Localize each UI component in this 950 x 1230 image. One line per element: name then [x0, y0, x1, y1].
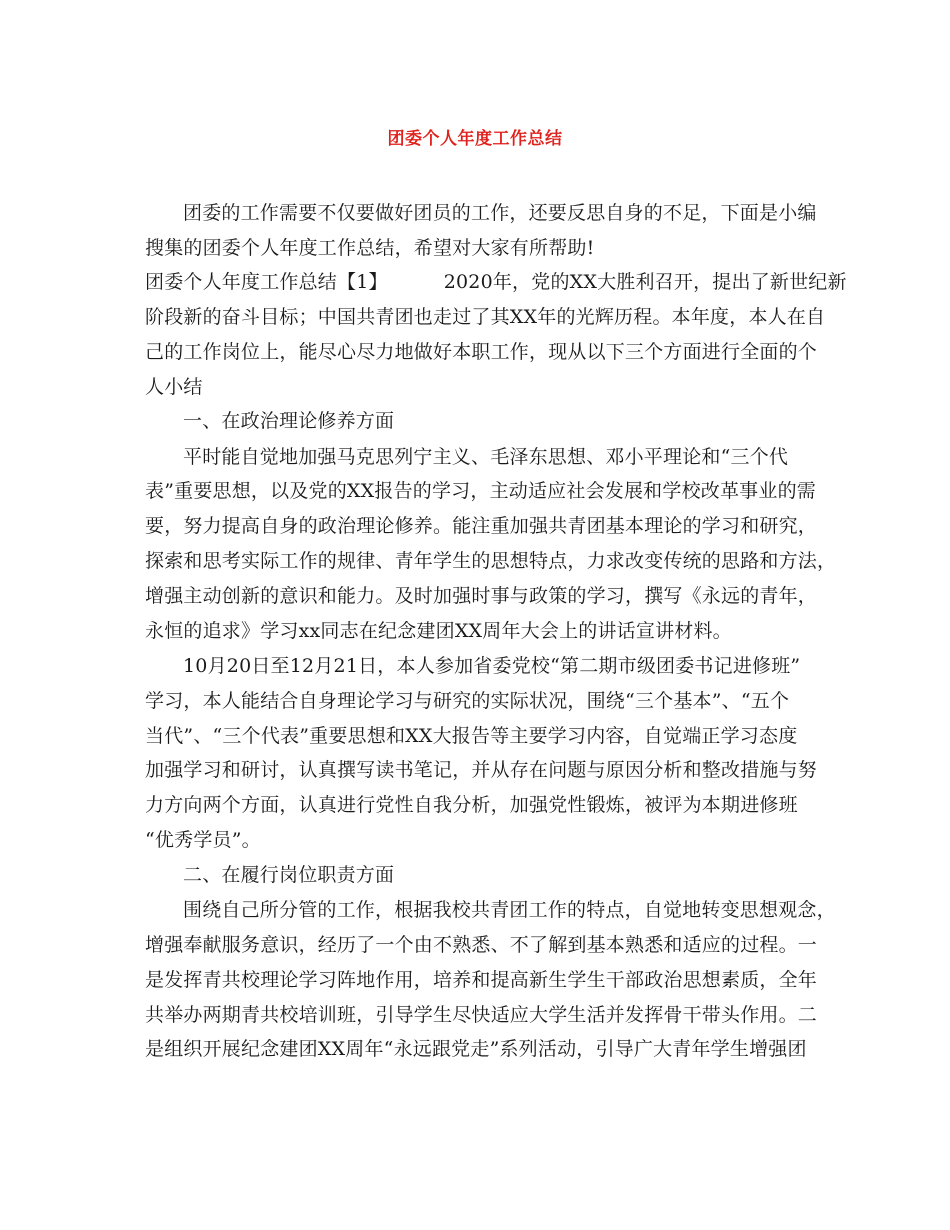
paragraph-line: 探索和思考实际工作的规律、青年学生的思想特点，力求改变传统的思路和方法，: [145, 550, 837, 572]
paragraph-line: 平时能自觉地加强马克思列宁主义、毛泽东思想、邓小平理论和“三个代: [183, 446, 789, 468]
paragraph-line: 共举办两期青共校培训班，引导学生尽快适应大学生活并发挥骨干带头作用。二: [145, 1004, 818, 1026]
paragraph-line: 围绕自己所分管的工作，根据我校共青团工作的特点，自觉地转变思想观念，: [183, 899, 836, 921]
paragraph-line: 10月20日至12月21日，本人参加省委党校“第二期市级团委书记进修班”: [183, 655, 801, 677]
paragraph-line: 力方向两个方面，认真进行党性自我分析，加强党性锻炼，被评为本期进修班: [145, 794, 798, 816]
paragraph-line: [145, 267, 847, 294]
paragraph-line: 人小结: [145, 376, 203, 398]
paragraph-line: 团委的工作需要不仅要做好团员的工作，还要反思自身的不足，下面是小编: [183, 202, 817, 224]
section-heading-1: 团委个人年度工作总结【1】: [145, 271, 388, 293]
paragraph-line: 加强学习和研讨，认真撰写读书笔记，并从存在问题与原因分析和整改措施与努: [145, 759, 818, 781]
paragraph-line: 阶段新的奋斗目标；中国共青团也走过了其XX年的光辉历程。本年度，本人在自: [145, 306, 826, 328]
paragraph-line: 是组织开展纪念建团XX周年“永远跟党走”系列活动，引导广大青年学生增强团: [145, 1038, 807, 1060]
section-heading: 一、在政治理论修养方面: [183, 410, 395, 432]
paragraph-line: “优秀学员”。: [145, 829, 261, 851]
paragraph-line: 搜集的团委个人年度工作总结，希望对大家有所帮助!: [145, 237, 595, 259]
paragraph-line: 要，努力提高自身的政治理论修养。能注重加强共青团基本理论的学习和研究，: [145, 515, 818, 537]
paragraph-line: 己的工作岗位上，能尽心尽力地做好本职工作，现从以下三个方面进行全面的个: [145, 341, 818, 363]
paragraph-line: 增强主动创新的意识和能力。及时加强时事与政策的学习，撰写《永远的青年，: [145, 585, 818, 607]
paragraph-line: 永恒的追求》学习xx同志在纪念建团XX周年大会上的讲话宣讲材料。: [145, 620, 732, 642]
paragraph-line: 是发挥青共校理论学习阵地作用，培养和提高新生学生干部政治思想素质，全年: [145, 969, 818, 991]
paragraph-line: 当代”、“三个代表”重要思想和XX大报告等主要学习内容，自觉端正学习态度: [145, 725, 798, 747]
section-heading: 二、在履行岗位职责方面: [183, 864, 395, 886]
paragraph-text: 2020年，党的XX大胜利召开，提出了新世纪新: [443, 271, 847, 293]
paragraph-line: 增强奉献服务意识，经历了一个由不熟悉、不了解到基本熟悉和适应的过程。一: [145, 934, 818, 956]
paragraph-line: 表”重要思想，以及党的XX报告的学习，主动适应社会发展和学校改革事业的需: [145, 480, 816, 502]
paragraph-line: 学习，本人能结合自身理论学习与研究的实际状况，围绕“三个基本”、“五个: [145, 690, 790, 712]
document-title: 团委个人年度工作总结: [387, 129, 563, 149]
